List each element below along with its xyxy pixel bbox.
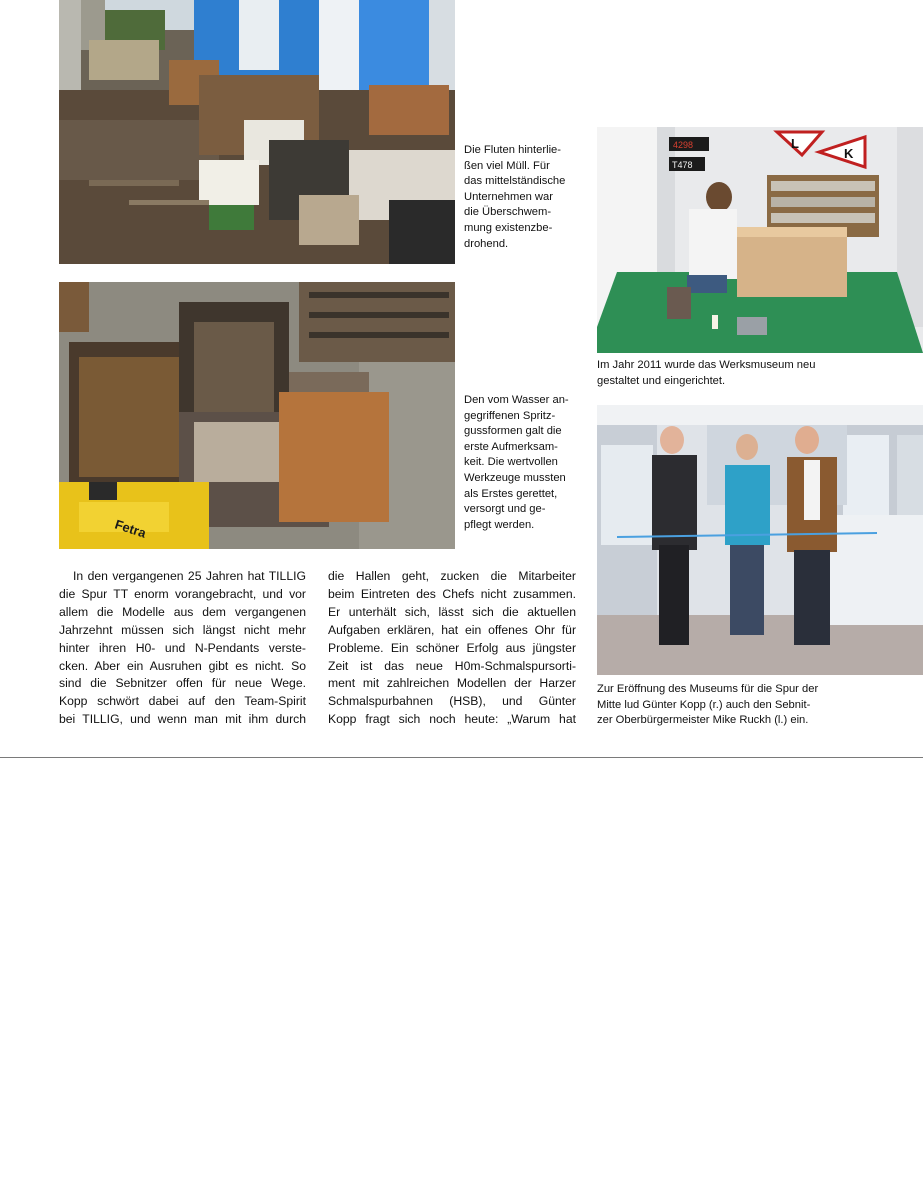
photo-museum-opening: [597, 405, 923, 675]
page-divider-line: [0, 757, 923, 758]
caption-flood-debris: Die Fluten hinterlie- ßen viel Müll. Für das mittelständische Unternehmen war die Überschwem- mung existenzbe- drohend.: [464, 144, 566, 250]
caption-museum-opening: Zur Eröffnung des Museums für die Spur der Mitte lud Günter Kopp (r.) auch den Sebnit- zer Oberbürgermeister Mike Ruckh (l.) ein.: [597, 683, 819, 727]
photo-flood-debris: [59, 0, 455, 264]
caption-werksmuseum-2011: Im Jahr 2011 wurde das Werksmuseum neu gestaltet und eingerichtet.: [597, 359, 816, 387]
photo-werksmuseum-2011: [597, 127, 923, 353]
body-text-column-2: die Hallen geht, zucken die Mitarbeiter beim Eintreten des Chefs nicht zusammen. Er unterhält sich, lässt sich die aktuellen Aufgaben erklären, hat ein offenes Ohr für Probleme. Ein schöner Erfolg aus jüngster Zeit ist das neue H0m-Schmalspursorti- ment mit zahlreichen Modellen der Harzer Schmalspurbahnen (HSB), und Günter Kopp fragt sich noch heute: „Warum hat: [328, 569, 576, 727]
sign-k: K: [844, 146, 854, 161]
loco-number-1: 4298: [673, 140, 694, 150]
sign-l: L: [791, 136, 799, 151]
caption-injection-molds: Den vom Wasser an- gegriffenen Spritz- gussformen galt die erste Aufmerksam- keit. Die wertvollen Werkzeuge mussten als Erstes gerettet, versorgt und ge- pflegt werden.: [464, 394, 569, 531]
pallet-truck-label: Fetra: [113, 516, 148, 541]
body-text-column-1: In den vergangenen 25 Jahren hat TILLIG die Spur TT enorm vorangebracht, und vor allem die Modelle aus dem vergangenen Jahrzehnt müssen sich längst nicht mehr hinter ihren H0- und N-Pendants verste- cken. Aber ein Ausruhen gibt es nicht. So sind die Sebnitzer offen für neue Wege. Kopp schwört dabei auf den Team-Spirit bei TILLIG, und wenn man mit ihm durch: [59, 569, 306, 727]
photo-injection-molds: [59, 282, 455, 549]
loco-number-2: T478: [672, 160, 693, 170]
